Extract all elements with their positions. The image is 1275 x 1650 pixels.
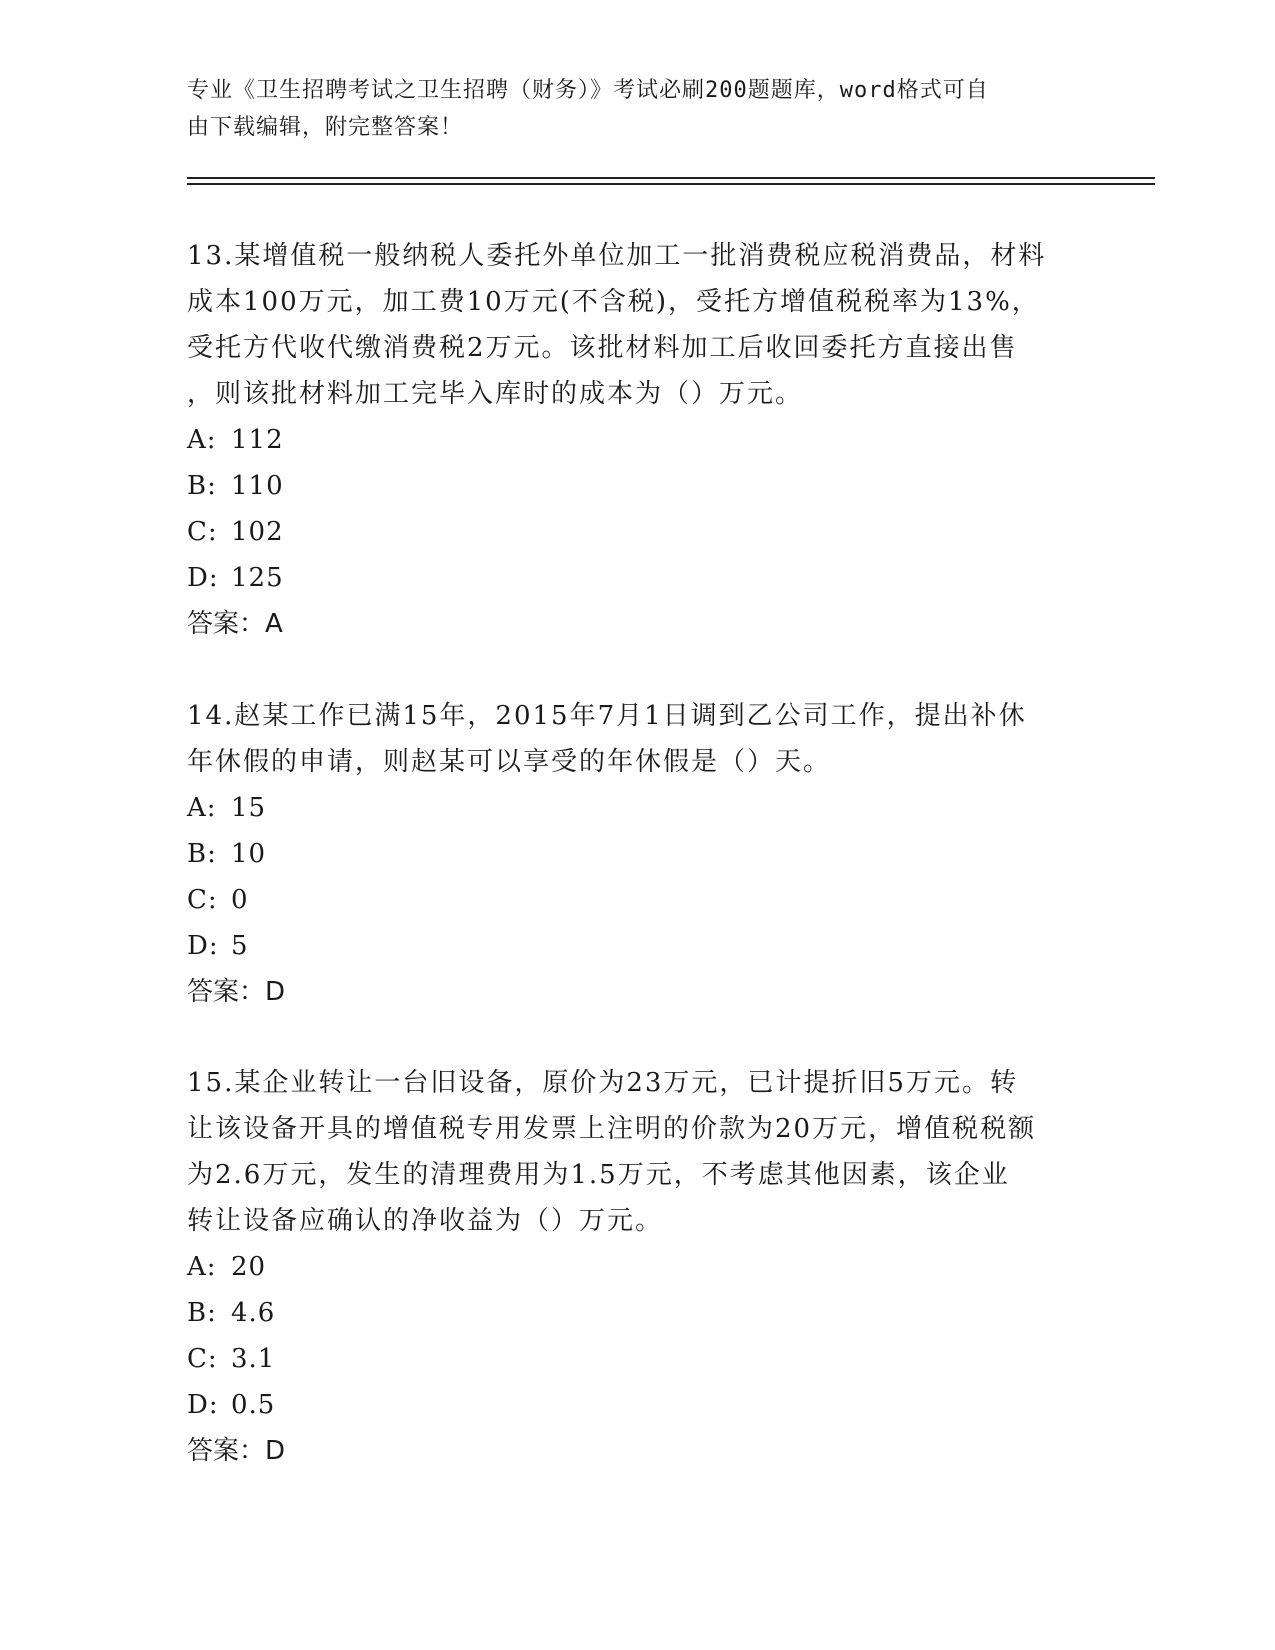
option-c: [187, 877, 1087, 923]
option-value: 110: [231, 471, 284, 501]
option-label: B:: [187, 471, 217, 501]
question-text: 15.某企业转让一台旧设备，原价为23万元，已计提折旧5万元。转 让该设备开具的增值税专用发票上注明的价款为20万元，增值税税额 为2.6万元，发生的清理费用为1.5万元，不考虑其他因素，该企业 转让设备应确认的净收益为（）万元。: [187, 1068, 1037, 1236]
option-label: A:: [187, 1252, 217, 1282]
option-label: D:: [187, 931, 219, 961]
option-label: D:: [187, 563, 219, 593]
option-value: 112: [231, 425, 284, 455]
option-label: C:: [187, 885, 218, 915]
question-13: [187, 233, 1087, 647]
question-text: 14.赵某工作已满15年，2015年7月1日调到乙公司工作，提出补休 年休假的申请，则赵某可以享受的年休假是（）天。: [187, 701, 1027, 777]
option-value: 102: [231, 517, 284, 547]
option-value: 10: [231, 839, 267, 869]
option-c: [187, 1336, 1087, 1382]
option-d: [187, 1382, 1087, 1428]
answer: 答案：D: [187, 1436, 286, 1466]
option-b: [187, 1290, 1087, 1336]
option-label: B:: [187, 839, 217, 869]
option-value: 20: [231, 1252, 267, 1282]
option-b: [187, 831, 1087, 877]
option-a: [187, 1244, 1087, 1290]
option-value: 4.6: [231, 1298, 276, 1328]
option-label: B:: [187, 1298, 217, 1328]
option-value: 125: [231, 563, 284, 593]
option-value: 15: [231, 793, 267, 823]
option-c: [187, 509, 1087, 555]
option-a: [187, 785, 1087, 831]
option-label: C:: [187, 1344, 218, 1374]
option-a: [187, 417, 1087, 463]
header-divider-bottom: [187, 183, 1155, 185]
option-value: 0: [231, 885, 249, 915]
option-d: [187, 923, 1087, 969]
option-label: A:: [187, 793, 217, 823]
option-value: 0.5: [231, 1390, 276, 1420]
option-label: D:: [187, 1390, 219, 1420]
option-value: 5: [231, 931, 249, 961]
answer: 答案：D: [187, 977, 286, 1007]
option-d: [187, 555, 1087, 601]
option-label: A:: [187, 425, 217, 455]
header-line-2: 由下载编辑，附完整答案！: [187, 115, 464, 140]
header-divider-top: [187, 177, 1155, 179]
question-14: [187, 693, 1087, 1015]
question-text: 13.某增值税一般纳税人委托外单位加工一批消费税应税消费品，材料 成本100万元，加工费10万元(不含税)，受托方增值税税率为13%， 受托方代收代缴消费税2万元。该批材料加工后收回委托方直接出售 ，则该批材料加工完毕入库时的成本为（）万元。: [187, 241, 1047, 409]
option-b: [187, 463, 1087, 509]
header-line-1: 专业《卫生招聘考试之卫生招聘（财务）》考试必刷200题题库，word格式可自: [187, 78, 989, 103]
document-header: [187, 72, 1077, 146]
answer: 答案：A: [187, 609, 283, 639]
question-15: [187, 1060, 1087, 1474]
option-label: C:: [187, 517, 218, 547]
option-value: 3.1: [231, 1344, 276, 1374]
